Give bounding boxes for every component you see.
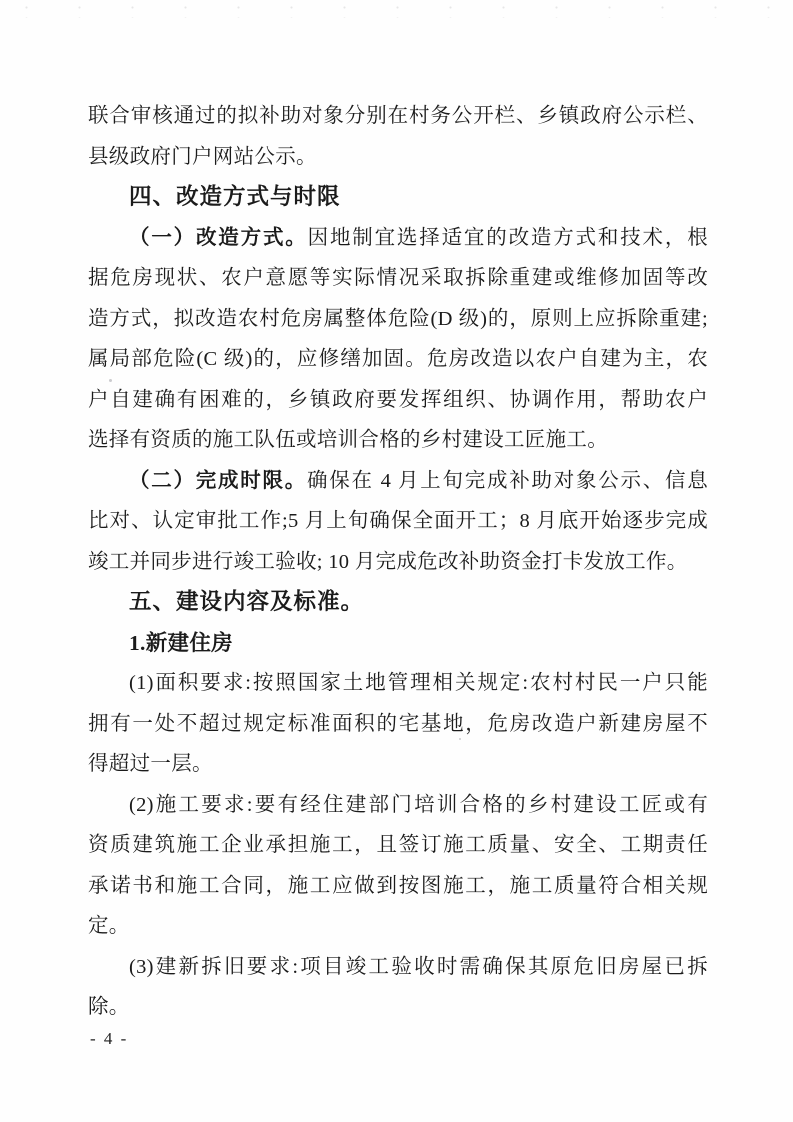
- text-line-5: [88, 258, 708, 299]
- line-text: 因地制宜选择适宜的改造方式和技术，根: [307, 226, 708, 249]
- document-text-block: [88, 96, 708, 1028]
- text-line-15: [88, 663, 708, 704]
- text-line-18: [88, 785, 708, 826]
- line-text: 确保在 4 月上旬完成补助对象公示、信息: [306, 469, 708, 492]
- line-text: 资质建筑施工企业承担施工，且签订施工质量、安全、工期责任: [88, 834, 708, 856]
- scan-noise: [0, 2, 793, 18]
- text-line-2: [88, 137, 708, 178]
- text-line-14: [88, 623, 708, 664]
- line-text: 1.新建住房: [129, 630, 233, 655]
- page-number: - 4 -: [90, 1029, 129, 1048]
- text-line-17: [88, 744, 708, 785]
- text-line-19: [88, 825, 708, 866]
- text-line-22: [88, 947, 708, 988]
- text-line-12: [88, 542, 708, 583]
- line-text: 据危房现状、农户意愿等实际情况采取拆除重建或维修加固等改: [88, 267, 708, 289]
- text-line-1: [88, 96, 708, 137]
- line-text: 县级政府门户网站公示。: [88, 145, 317, 168]
- line-text: (1)面积要求:按照国家土地管理相关规定:农村村民一户只能: [129, 672, 708, 694]
- text-line-9: [88, 420, 708, 461]
- line-text: 联合审核通过的拟补助对象分别在村务公开栏、乡镇政府公示栏、: [88, 105, 708, 127]
- text-line-23: [88, 987, 708, 1028]
- line-text: 四、改造方式与时限: [129, 184, 341, 209]
- text-line-7: [88, 339, 708, 380]
- line-text: 属局部危险(C 级)的，应修缮加固。危房改造以农户自建为主，农: [88, 348, 708, 370]
- line-text: 拥有一处不超过规定标准面积的宅基地，危房改造户新建房屋不: [88, 712, 708, 735]
- line-text: 得超过一层。: [88, 753, 213, 775]
- line-text: 五、建设内容及标准。: [129, 589, 365, 614]
- line-text: 造方式，拟改造农村危房属整体危险(D 级)的，原则上应拆除重建;: [88, 307, 708, 330]
- line-text: 比对、认定审批工作;5 月上旬确保全面开工；8 月底开始逐步完成: [88, 510, 708, 532]
- text-line-21: [88, 906, 708, 947]
- text-line-16: [88, 704, 708, 745]
- line-text: (2)施工要求:要有经住建部门培训合格的乡村建设工匠或有: [129, 793, 708, 816]
- line-text: 除。: [88, 996, 130, 1018]
- text-line-10: [88, 461, 708, 502]
- line-text: 承诺书和施工合同，施工应做到按图施工，施工质量符合相关规: [88, 874, 708, 897]
- text-line-4: [88, 218, 708, 259]
- line-text: (3)建新拆旧要求:项目竣工验收时需确保其原危旧房屋已拆: [129, 955, 708, 978]
- text-line-11: [88, 501, 708, 542]
- text-line-20: [88, 866, 708, 907]
- text-line-3: [88, 177, 708, 218]
- line-text: 定。: [88, 915, 130, 937]
- text-line-13: [88, 582, 708, 623]
- paragraph-lead: （二）完成时限。: [129, 469, 307, 492]
- text-line-6: [88, 299, 708, 340]
- paragraph-lead: （一）改造方式。: [129, 226, 308, 249]
- line-text: 户自建确有困难的，乡镇政府要发挥组织、协调作用，帮助农户: [88, 388, 708, 411]
- line-text: 竣工并同步进行竣工验收; 10 月完成危改补助资金打卡发放工作。: [88, 550, 688, 573]
- line-text: 选择有资质的施工队伍或培训合格的乡村建设工匠施工。: [88, 429, 608, 451]
- text-line-8: [88, 380, 708, 421]
